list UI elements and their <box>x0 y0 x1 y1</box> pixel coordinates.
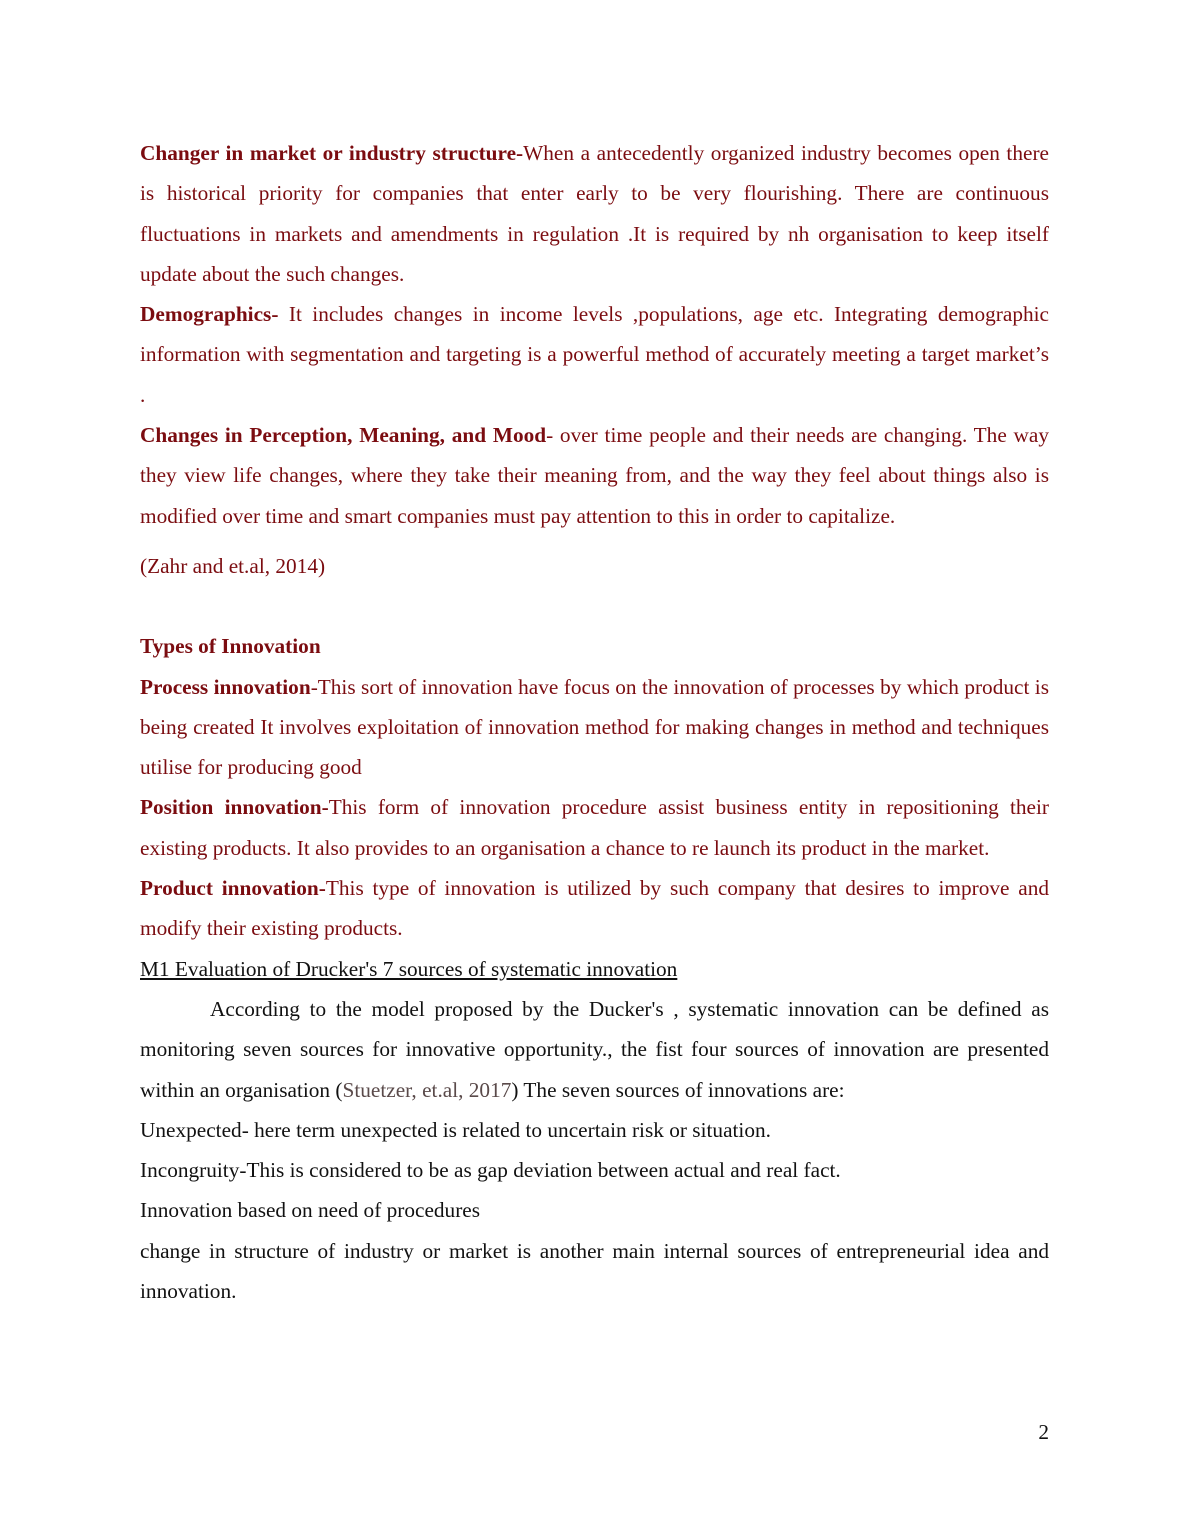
source-text: When a antecedently organized industry becomes open there is historical priority for companies that enter early to be very flourishing. There are continuous fluctuations in markets and amendments in regulation .It is required by nh organisation to keep itself update about the such changes. <box>140 141 1049 286</box>
type-heading: Process innovation <box>140 674 311 699</box>
citation: (Zahr and et.al, 2014) <box>140 553 326 578</box>
source-heading: Demographics- <box>140 302 279 327</box>
type-paragraph-process <box>140 667 1049 788</box>
m1-item-incongruity: Incongruity-This is considered to be as gap deviation between actual and real fact. <box>140 1158 841 1183</box>
m1-item-process-need: Innovation based on need of procedures <box>140 1198 481 1223</box>
type-text: This type of innovation is utilized by such company that desires to improve and modify their existing products. <box>140 876 1049 941</box>
m1-item-industry-change: change in structure of industry or market is another main internal sources of entrepreneurial idea and innovation. <box>140 1238 1049 1304</box>
source-text: - over time people and their needs are changing. The way they view life changes, where they take their meaning from, and the way they feel about things also is modified over time and smart companies must pay attention to this in order to capitalize. <box>140 423 1050 528</box>
section-heading-types: Types of Innovation <box>140 634 321 659</box>
type-text: -This sort of innovation have focus on the innovation of processes by which product is being created It involves exploitation of innovation method for making changes in method and techniques utilise for producing good <box>140 674 1049 780</box>
source-heading: Changes in Perception, Meaning, and Mood <box>140 423 547 448</box>
m1-intro-citation: Stuetzer, et.al, 2017 <box>342 1077 512 1102</box>
m1-item-unexpected: Unexpected- here term unexpected is related to uncertain risk or situation. <box>140 1117 771 1142</box>
m1-intro-before: According to the model proposed by the Ducker's , systematic innovation can be defined as monitoring seven sources for innovative opportunity., the fist four sources of innovation are presented within an organisation ( <box>140 996 1049 1102</box>
type-text: This form of innovation procedure assist business entity in repositioning their existing products. It also provides to an organisation a chance to re launch its product in the market. <box>140 795 1049 860</box>
type-heading: Product innovation- <box>140 876 326 901</box>
m1-title <box>140 949 1049 989</box>
source-heading: Changer in market or industry structure- <box>140 141 524 165</box>
type-paragraph-position <box>140 787 1049 868</box>
document-page <box>140 133 1049 1311</box>
m1-intro-after: ) The seven sources of innovations are: <box>511 1077 845 1102</box>
m1-title-text: M1 Evaluation of Drucker's 7 sources of systematic innovation <box>140 956 678 981</box>
page-number: 2 <box>1038 1420 1049 1444</box>
source-text: It includes changes in income levels ,populations, age etc. Integrating demographic information with segmentation and targeting is a powerful method of accurately meeting a target market’s . <box>140 302 1049 407</box>
m1-intro-paragraph <box>140 989 1049 1110</box>
source-paragraph-perception <box>140 415 1049 536</box>
type-paragraph-product <box>140 868 1049 949</box>
source-paragraph-demographics <box>140 294 1049 415</box>
type-heading: Position innovation- <box>140 795 329 820</box>
source-paragraph-industry-structure <box>140 133 1049 294</box>
